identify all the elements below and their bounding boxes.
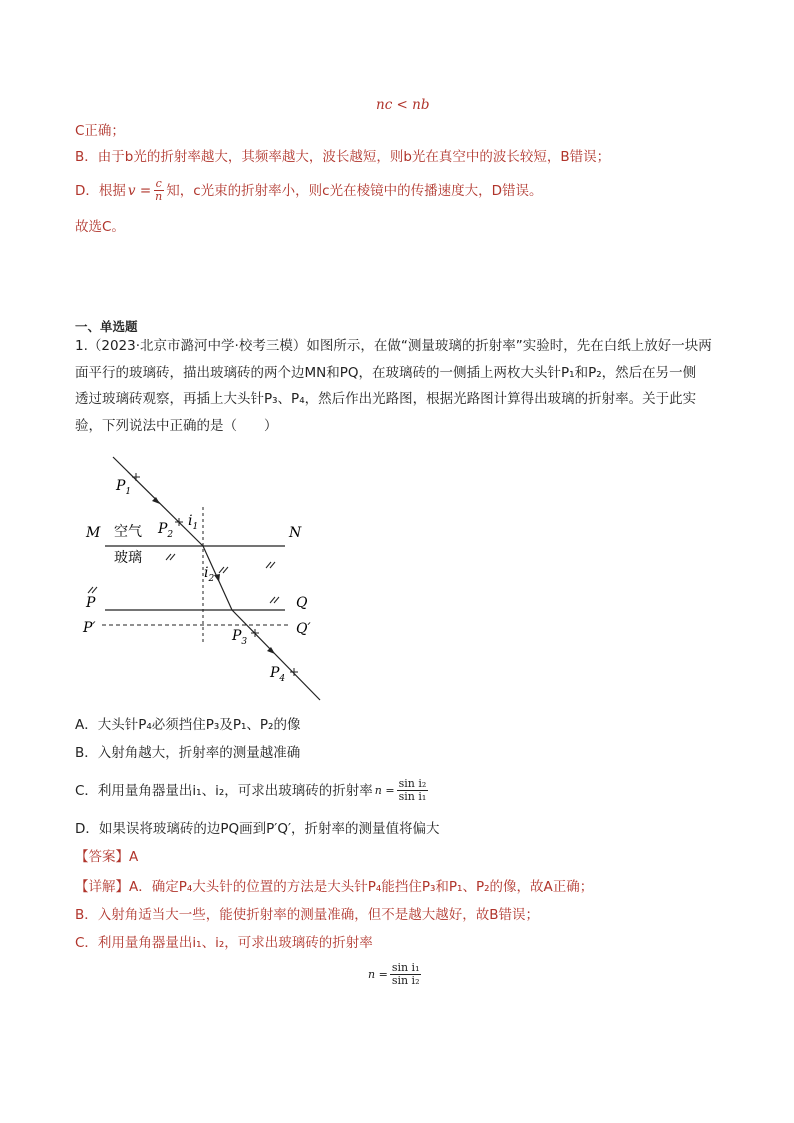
detail-a: A．确定P₄大头针的位置的方法是大头针P₄能挡住P₃和P₁、P₂的像，故A正确； (129, 879, 594, 895)
option-d: D．如果误将玻璃砖的边PQ画到P′Q′，折射率的测量值将偏大 (75, 821, 440, 837)
option-a: A．大头针P₄必须挡住P₃及P₁、P₂的像 (75, 717, 301, 733)
answer-label: 【答案】A (75, 849, 139, 865)
d-prefix: D．根据 (75, 182, 126, 199)
question-line-1: 1.（2023·北京市潞河中学·校考三模）如图所示，在做“测量玻璃的折射率”实验时，先在白纸上放好一块两 (75, 338, 712, 354)
d-formula-num: c (155, 177, 162, 190)
d-explanation-line (75, 178, 542, 203)
option-c (75, 778, 430, 803)
question-line-3: 透过玻璃砖观察，再插上大头针P₃、P₄，然后作出光路图，根据光路图计算得出玻璃的折射率。关于此实 (75, 391, 697, 407)
label-p3: $P_3$ (232, 628, 248, 647)
formula-nc-nb: nc < nb (376, 97, 430, 113)
d-formula-v: v = (127, 182, 152, 199)
label-i2: $i_2$ (204, 565, 215, 584)
b-explanation-line: B．由于b光的折射率越大，其频率越大，波长越短，则b光在真空中的波长较短，B错误； (75, 149, 611, 165)
label-q: Q (296, 595, 308, 611)
detail-c: C．利用量角器量出i₁、i₂，可求出玻璃砖的折射率 (75, 935, 373, 951)
label-i1: $i_1$ (188, 513, 199, 532)
option-c-n: n = (374, 783, 395, 797)
detail-formula-fraction (390, 962, 422, 987)
conclusion-line: 故选C。 (75, 219, 125, 235)
label-m: M (86, 525, 101, 541)
d-formula-den: n (155, 190, 163, 203)
question-line-4: 验，下列说法中正确的是（ ） (75, 417, 278, 434)
label-p: P (86, 595, 96, 611)
d-formula-fraction (153, 178, 164, 203)
d-suffix: 知，c光束的折射率小，则c光在棱镜中的传播速度大，D错误。 (166, 182, 543, 199)
question-line-2: 面平行的玻璃砖，描出玻璃砖的两个边MN和PQ，在玻璃砖的一侧插上两枚大头针P₁和P₂，然后在另一侧 (75, 364, 697, 381)
section-title: 一、单选题 (75, 319, 138, 334)
option-c-fraction (397, 778, 429, 803)
option-c-num: sin i₂ (398, 777, 427, 790)
label-p1: $P_1$ (116, 478, 132, 497)
arrow-refracted (214, 574, 220, 582)
option-c-den: sin i₁ (398, 790, 427, 803)
option-b: B．入射角越大，折射率的测量越准确 (75, 745, 301, 761)
arrow-incident (152, 497, 160, 504)
label-glass: 玻璃 (114, 550, 142, 566)
option-c-prefix: C．利用量角器量出i₁、i₂，可求出玻璃砖的折射率 (75, 782, 373, 799)
refraction-diagram (80, 452, 340, 707)
detail-formula (368, 962, 423, 987)
label-p2: $P_2$ (158, 521, 174, 540)
pin-markers (132, 473, 298, 676)
detail-formula-den: sin i₂ (391, 974, 420, 987)
detail-b: B．入射角适当大一些，能使折射率的测量准确，但不是越大越好，故B错误； (75, 907, 540, 923)
arrow-emergent (267, 647, 275, 654)
detail-a-line (75, 878, 593, 896)
label-q-prime: Q′ (296, 621, 311, 637)
label-n: N (289, 525, 302, 541)
detail-formula-n: n = (368, 967, 388, 981)
label-air: 空气 (114, 524, 142, 540)
detail-prefix: 【详解】 (75, 879, 129, 895)
label-p4: $P_4$ (270, 665, 286, 684)
detail-formula-num: sin i₁ (391, 961, 420, 974)
c-correct-line: C正确； (75, 123, 125, 139)
question-stem (75, 333, 712, 439)
label-p-prime: P′ (83, 620, 96, 636)
